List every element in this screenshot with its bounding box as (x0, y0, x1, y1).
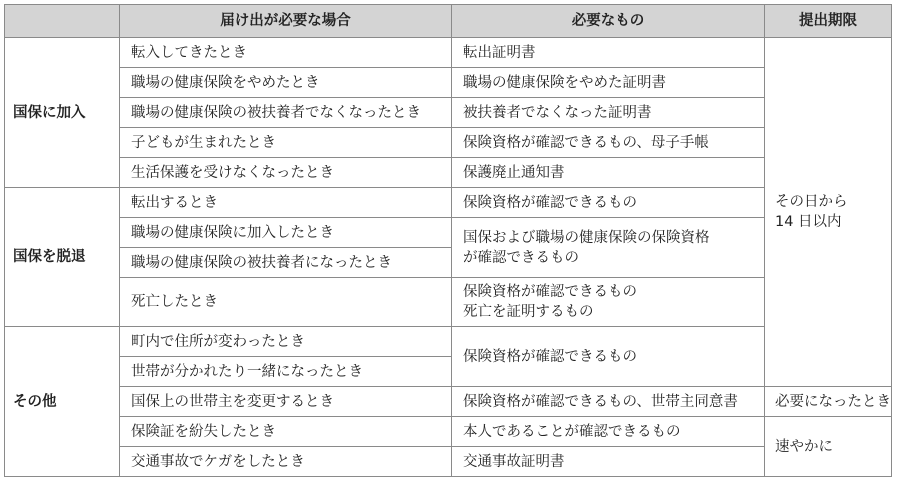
header-required-items: 必要なもの (452, 5, 765, 38)
situation-cell: 世帯が分かれたり一緒になったとき (120, 357, 452, 387)
required-cell (452, 278, 765, 327)
table-header-row (5, 5, 892, 38)
required-cell: 本人であることが確認できるもの (452, 417, 765, 447)
required-cell: 転出証明書 (452, 38, 765, 68)
table-row (5, 278, 892, 327)
required-cell: 職場の健康保険をやめた証明書 (452, 68, 765, 98)
table-row (5, 158, 892, 188)
table-row (5, 68, 892, 98)
situation-cell: 生活保護を受けなくなったとき (120, 158, 452, 188)
required-cell: 保険資格が確認できるもの、母子手帳 (452, 128, 765, 158)
situation-cell: 町内で住所が変わったとき (120, 327, 452, 357)
situation-cell: 子どもが生まれたとき (120, 128, 452, 158)
table-row (5, 98, 892, 128)
category-other: その他 (5, 327, 120, 477)
required-cell: 保護廃止通知書 (452, 158, 765, 188)
situation-cell: 職場の健康保険に加入したとき (120, 218, 452, 248)
required-line: 死亡を証明するもの (463, 304, 594, 320)
category-join: 国保に加入 (5, 38, 120, 188)
situation-cell: 死亡したとき (120, 278, 452, 327)
table-row (5, 188, 892, 218)
category-leave: 国保を脱退 (5, 188, 120, 327)
situation-cell: 職場の健康保険をやめたとき (120, 68, 452, 98)
required-cell: 保険資格が確認できるもの (452, 188, 765, 218)
deadline-line: その日から (775, 194, 848, 210)
header-deadline: 提出期限 (765, 5, 892, 38)
situation-cell: 保険証を紛失したとき (120, 417, 452, 447)
required-cell: 交通事故証明書 (452, 447, 765, 477)
table-row (5, 38, 892, 68)
table-row (5, 387, 892, 417)
table-row (5, 128, 892, 158)
header-situation: 届け出が必要な場合 (120, 5, 452, 38)
required-cell: 被扶養者でなくなった証明書 (452, 98, 765, 128)
situation-cell: 職場の健康保険の被扶養者になったとき (120, 248, 452, 278)
situation-cell: 転出するとき (120, 188, 452, 218)
required-cell: 保険資格が確認できるもの、世帯主同意書 (452, 387, 765, 417)
deadline-line: 14 日以内 (775, 214, 842, 230)
required-cell: 保険資格が確認できるもの (452, 327, 765, 387)
header-category (5, 5, 120, 38)
situation-cell: 転入してきたとき (120, 38, 452, 68)
table-row (5, 218, 892, 248)
required-line: が確認できるもの (463, 249, 579, 266)
deadline-when-needed: 必要になったとき (765, 387, 892, 417)
situation-cell: 交通事故でケガをしたとき (120, 447, 452, 477)
required-cell (452, 218, 765, 278)
table-row (5, 417, 892, 447)
required-line: 国保および職場の健康保険の保険資格 (463, 229, 710, 246)
situation-cell: 国保上の世帯主を変更するとき (120, 387, 452, 417)
table-row (5, 327, 892, 357)
table-row (5, 447, 892, 477)
deadline-promptly: 速やかに (765, 417, 892, 477)
deadline-within-14-days (765, 38, 892, 387)
situation-cell: 職場の健康保険の被扶養者でなくなったとき (120, 98, 452, 128)
required-line: 保険資格が確認できるもの (463, 284, 637, 300)
health-insurance-notification-table (4, 4, 892, 477)
